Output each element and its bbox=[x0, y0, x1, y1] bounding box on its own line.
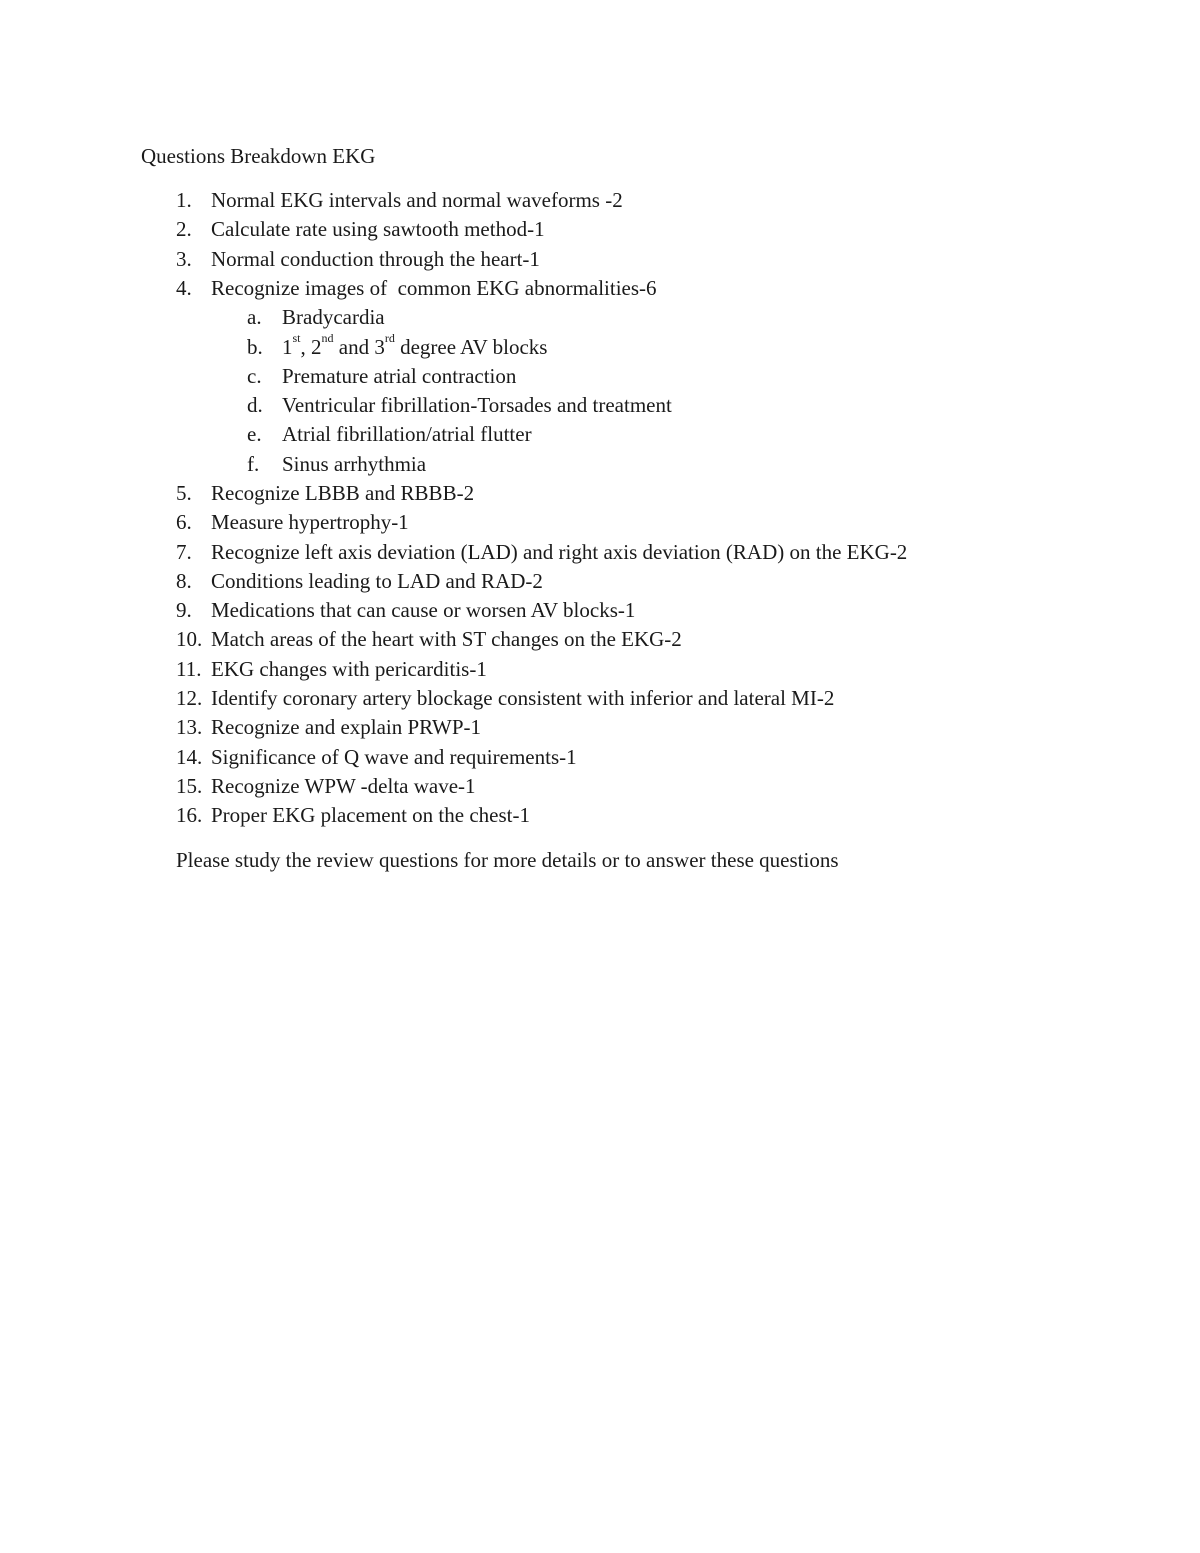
list-item-text: Match areas of the heart with ST changes on the EKG-2 bbox=[211, 627, 682, 651]
study-note: Please study the review questions for more details or to answer these questions bbox=[176, 848, 839, 872]
list-item-text: Medications that can cause or worsen AV blocks-1 bbox=[211, 598, 636, 622]
list-item-text: Recognize and explain PRWP-1 bbox=[211, 715, 482, 739]
ordinal-suffix: nd bbox=[321, 331, 334, 345]
sub-list-item-tail: degree AV blocks bbox=[394, 335, 548, 359]
list-item-text: Conditions leading to LAD and RAD-2 bbox=[211, 569, 543, 593]
list-item-text: EKG changes with pericarditis-1 bbox=[211, 657, 487, 681]
list-item-number: 9. bbox=[176, 598, 192, 622]
list-item-number: 1. bbox=[176, 188, 192, 212]
list-item-number: 3. bbox=[176, 247, 192, 271]
list-item-text: Proper EKG placement on the chest-1 bbox=[211, 803, 530, 827]
sub-list-item-letter: c. bbox=[247, 364, 262, 388]
list-item-number: 5. bbox=[176, 481, 192, 505]
sub-list-item-letter: a. bbox=[247, 305, 262, 329]
list-item-text: Recognize LBBB and RBBB-2 bbox=[211, 481, 475, 505]
list-item-number: 8. bbox=[176, 569, 192, 593]
ordinal-suffix: rd bbox=[384, 331, 395, 345]
list-item-number: 4. bbox=[176, 276, 192, 300]
sub-list-item-letter: e. bbox=[247, 422, 262, 446]
sub-list-item-text: Atrial fibrillation/atrial flutter bbox=[282, 422, 532, 446]
list-item-text: Normal EKG intervals and normal waveforms -2 bbox=[211, 188, 623, 212]
sub-list-item-letter: f. bbox=[247, 452, 260, 476]
list-item-number: 10. bbox=[176, 627, 203, 651]
ordinal-number: , 2 bbox=[300, 335, 322, 359]
sub-list-item-text: Sinus arrhythmia bbox=[282, 452, 427, 476]
ordinal-number: and 3 bbox=[333, 335, 385, 359]
list-item-number: 16. bbox=[176, 803, 203, 827]
list-item-number: 11. bbox=[176, 657, 202, 681]
list-item-number: 7. bbox=[176, 540, 192, 564]
sub-list-item-text: Ventricular fibrillation-Torsades and treatment bbox=[282, 393, 672, 417]
list-item-text: Significance of Q wave and requirements-1 bbox=[211, 745, 577, 769]
list-item-text: Normal conduction through the heart-1 bbox=[211, 247, 540, 271]
list-item-text: Identify coronary artery blockage consistent with inferior and lateral MI-2 bbox=[211, 686, 835, 710]
sub-list-item-letter: d. bbox=[247, 393, 263, 417]
list-item-number: 14. bbox=[176, 745, 203, 769]
list-item-text: Recognize WPW -delta wave-1 bbox=[211, 774, 476, 798]
sub-list-item-text: Bradycardia bbox=[282, 305, 385, 329]
document-title: Questions Breakdown EKG bbox=[141, 144, 376, 168]
list-item-text: Calculate rate using sawtooth method-1 bbox=[211, 217, 545, 241]
list-item-number: 2. bbox=[176, 217, 192, 241]
list-item-number: 15. bbox=[176, 774, 203, 798]
sub-list-item-letter: b. bbox=[247, 335, 263, 359]
ordinal-suffix: st bbox=[292, 331, 301, 345]
sub-list-item-text: Premature atrial contraction bbox=[282, 364, 517, 388]
list-item-text: Recognize left axis deviation (LAD) and right axis deviation (RAD) on the EKG-2 bbox=[211, 540, 908, 564]
ordinal-number: 1 bbox=[282, 335, 293, 359]
list-item-number: 13. bbox=[176, 715, 203, 739]
sub-list-item-text bbox=[282, 331, 548, 359]
list-item-number: 6. bbox=[176, 510, 192, 534]
list-item-text: Recognize images of common EKG abnormalities-6 bbox=[211, 276, 657, 300]
list-item-number: 12. bbox=[176, 686, 203, 710]
list-item-text: Measure hypertrophy-1 bbox=[211, 510, 409, 534]
